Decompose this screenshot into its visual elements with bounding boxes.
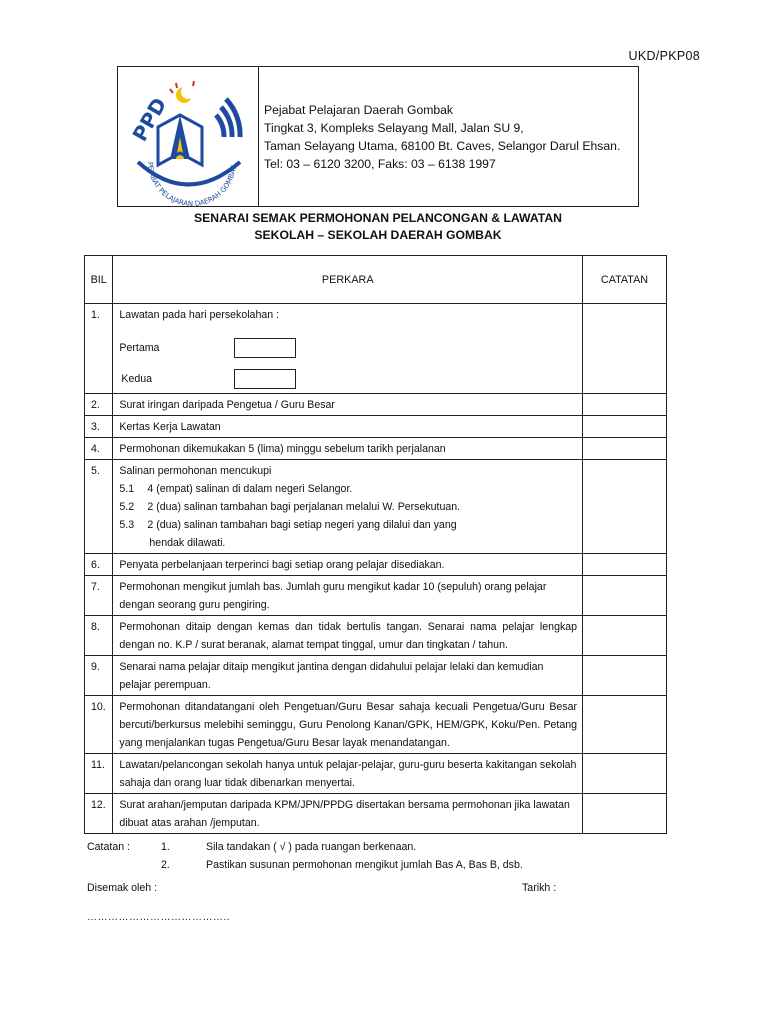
sub-item-text: 2 (dua) salinan tambahan bagi setiap negeri yang dilalui dan yang xyxy=(147,519,457,531)
row-text: Permohonan dikemukakan 5 (lima) minggu sebelum tarikh perjalanan xyxy=(113,438,583,460)
row-text: Penyata perbelanjaan terperinci bagi setiap orang pelajar disediakan. xyxy=(113,554,583,576)
date-label: Tarikh : xyxy=(522,882,557,894)
checked-by-label: Disemak oleh : xyxy=(87,882,158,894)
catatan-cell[interactable] xyxy=(583,616,667,656)
catatan-cell[interactable] xyxy=(583,460,667,554)
table-row xyxy=(85,554,667,576)
table-row xyxy=(85,794,667,834)
sub-item-text: 4 (empat) salinan di dalam negeri Selangor. xyxy=(147,483,353,495)
notes-section xyxy=(87,838,647,874)
row-number: 10. xyxy=(85,696,113,754)
catatan-cell[interactable] xyxy=(583,754,667,794)
catatan-cell[interactable] xyxy=(583,576,667,616)
address-line: Tingkat 3, Kompleks Selayang Mall, Jalan SU 9, xyxy=(264,121,524,135)
row-text: Permohonan ditaip dengan kemas dan tidak bertulis tangan. Senarai nama pelajar lengkap dengan no. K.P / surat beranak, alamat tempat tinggal, umur dan tingkatan / tahun. xyxy=(113,616,583,656)
header-bil: BIL xyxy=(85,256,113,304)
catatan-cell[interactable] xyxy=(583,696,667,754)
table-row xyxy=(85,304,667,394)
table-row xyxy=(85,394,667,416)
row-number: 7. xyxy=(85,576,113,616)
ppd-logo xyxy=(118,67,258,206)
row-number: 4. xyxy=(85,438,113,460)
row-text: Permohonan ditandatangani oleh Pengetuan/Guru Besar sahaja kecuali Pengetua/Guru Besar bercuti/berkursus melebihi seminggu, Guru Penolong Kanan/GPK, HEM/GPK, Koku/Pen. Petang yang menjalankan tugas Pengetua/Guru Besar layak menandatangan. xyxy=(113,696,583,754)
table-header-row xyxy=(85,256,667,304)
catatan-cell[interactable] xyxy=(583,438,667,460)
catatan-cell[interactable] xyxy=(583,554,667,576)
header-box xyxy=(117,66,639,207)
address-line: Taman Selayang Utama, 68100 Bt. Caves, Selangor Darul Ehsan. xyxy=(264,139,621,153)
catatan-cell[interactable] xyxy=(583,794,667,834)
sub-item xyxy=(119,498,577,516)
sub-item xyxy=(119,516,577,534)
table-row xyxy=(85,696,667,754)
header-perkara: PERKARA xyxy=(113,256,583,304)
table-row xyxy=(85,460,667,554)
header-catatan: CATATAN xyxy=(583,256,667,304)
table-row xyxy=(85,576,667,616)
row-text: Permohonan mengikut jumlah bas. Jumlah guru mengikut kadar 10 (sepuluh) orang pelajar dengan seorang guru pengiring. xyxy=(113,576,583,616)
row-number: 8. xyxy=(85,616,113,656)
row-number: 3. xyxy=(85,416,113,438)
table-row xyxy=(85,616,667,656)
kedua-label: Kedua xyxy=(121,373,153,385)
row-text: Kertas Kerja Lawatan xyxy=(113,416,583,438)
checklist-table xyxy=(84,255,667,834)
address-block xyxy=(264,101,620,173)
logo-cell xyxy=(118,67,259,206)
kedua-checkbox[interactable] xyxy=(234,369,296,389)
pertama-label: Pertama xyxy=(119,342,160,354)
form-code: UKD/PKP08 xyxy=(628,49,700,63)
sub-item-number: 5.3 xyxy=(119,519,135,531)
note-text: Pastikan susunan permohonan mengikut jumlah Bas A, Bas B, dsb. xyxy=(206,859,523,871)
row-number: 2. xyxy=(85,394,113,416)
row-text: Surat iringan daripada Pengetua / Guru Besar xyxy=(113,394,583,416)
table-row xyxy=(85,438,667,460)
row-number: 11. xyxy=(85,754,113,794)
row-number: 12. xyxy=(85,794,113,834)
row-number: 9. xyxy=(85,656,113,696)
address-line: Pejabat Pelajaran Daerah Gombak xyxy=(264,103,454,117)
row-text: Lawatan/pelancongan sekolah hanya untuk pelajar-pelajar, guru-guru beserta kakitangan sekolah sahaja dan orang luar tidak dibenarkan menyertai. xyxy=(113,754,583,794)
row-number: 6. xyxy=(85,554,113,576)
catatan-cell[interactable] xyxy=(583,656,667,696)
sub-item-text: 2 (dua) salinan tambahan bagi perjalanan melalui W. Persekutuan. xyxy=(147,501,461,513)
row-text: Lawatan pada hari persekolahan : xyxy=(119,309,280,321)
logo-ring-text: PEJABAT PELAJARAN DAERAH GOMBAK xyxy=(145,161,238,206)
row-number: 5. xyxy=(85,460,113,554)
row-text: Salinan permohonan mencukupi xyxy=(119,465,272,477)
notes-label: Catatan : xyxy=(87,841,130,853)
sub-item-number: 5.2 xyxy=(119,501,135,513)
signature-line[interactable]: ………………………………….. xyxy=(87,912,231,923)
catatan-cell[interactable] xyxy=(583,416,667,438)
table-row xyxy=(85,754,667,794)
row-number: 1. xyxy=(85,304,113,394)
note-number: 1. xyxy=(161,841,170,853)
note-number: 2. xyxy=(161,859,170,871)
document-title-line1: SENARAI SEMAK PERMOHONAN PELANCONGAN & LAWATAN xyxy=(194,211,562,225)
address-line: Tel: 03 – 6120 3200, Faks: 03 – 6138 1997 xyxy=(264,157,496,171)
sub-item xyxy=(119,480,577,498)
logo-text: PPD xyxy=(127,93,172,146)
document-title-line2: SEKOLAH – SEKOLAH DAERAH GOMBAK xyxy=(254,228,502,242)
catatan-cell[interactable] xyxy=(583,304,667,394)
catatan-cell[interactable] xyxy=(583,394,667,416)
table-row xyxy=(85,416,667,438)
note-text: Sila tandakan ( √ ) pada ruangan berkenaan. xyxy=(206,841,417,853)
sub-item-continuation: hendak dilawati. xyxy=(149,537,226,549)
row-text: Senarai nama pelajar ditaip mengikut jantina dengan didahului pelajar lelaki dan kemudian pelajar perempuan. xyxy=(113,656,583,696)
sub-item-number: 5.1 xyxy=(119,483,135,495)
table-row xyxy=(85,656,667,696)
row-text: Surat arahan/jemputan daripada KPM/JPN/PPDG disertakan bersama permohonan jika lawatan dibuat atas arahan /jemputan. xyxy=(113,794,583,834)
pertama-checkbox[interactable] xyxy=(234,338,296,358)
